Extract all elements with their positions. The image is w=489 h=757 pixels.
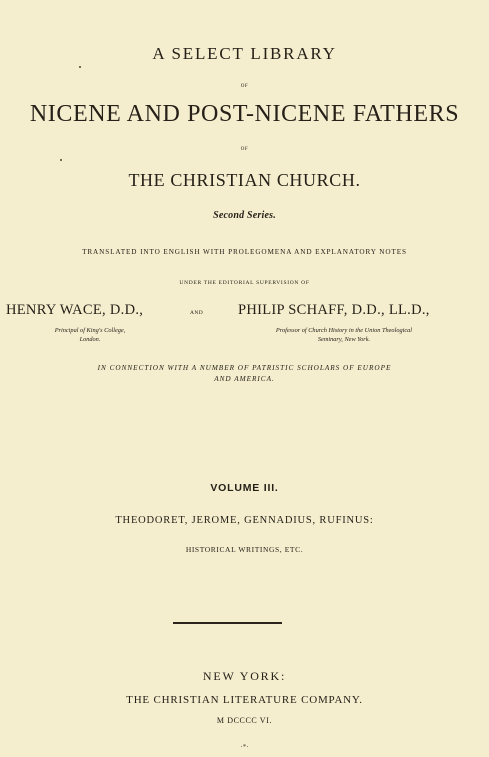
editors-block — [0, 302, 489, 362]
editorial-supervision-note: UNDER THE EDITORIAL SUPERVISION OF — [179, 280, 310, 286]
editor-name: HENRY WACE, D.D., — [6, 302, 144, 318]
publication-date: M DCCCC VI. — [216, 716, 273, 725]
connection-line: IN CONNECTION WITH A NUMBER OF PATRISTIC SCHOLARS OF EUROPE — [97, 364, 392, 372]
affiliation-line: Principal of King's College, — [54, 327, 126, 334]
translation-note: TRANSLATED INTO ENGLISH WITH PROLEGOMENA AND EXPLANATORY NOTES — [82, 248, 407, 256]
connection-note — [0, 363, 489, 385]
volume-label: VOLUME III. — [210, 482, 279, 494]
paper-speck — [60, 159, 62, 161]
affiliation-line: Seminary, New York. — [317, 336, 371, 343]
publisher-name: THE CHRISTIAN LITERATURE COMPANY. — [126, 694, 363, 706]
contents-subtitle: HISTORICAL WRITINGS, ETC. — [185, 545, 304, 554]
contents-line: THEODORET, JEROME, GENNADIUS, RUFINUS: — [115, 515, 374, 526]
ornament-mark: ·*· — [240, 743, 249, 751]
paper-speck — [79, 66, 81, 68]
affiliation-line: London. — [79, 336, 101, 343]
affiliation-line: Professor of Church History in the Union Theological — [275, 327, 413, 334]
title-line-2: NICENE AND POST-NICENE FATHERS — [29, 101, 460, 127]
title-line-1: A SELECT LIBRARY — [152, 44, 337, 63]
title-line-3: THE CHRISTIAN CHURCH. — [128, 170, 361, 190]
series-label: Second Series. — [213, 210, 276, 221]
of-connector-2: OF — [240, 147, 249, 152]
of-connector-1: OF — [240, 84, 249, 89]
and-connector: AND — [190, 310, 204, 316]
connection-line: AND AMERICA. — [214, 375, 275, 383]
editor-affiliation — [238, 326, 450, 344]
divider-rule — [173, 622, 282, 624]
publication-place: NEW YORK: — [202, 669, 287, 683]
editor-affiliation — [30, 326, 150, 344]
editor-name: PHILIP SCHAFF, D.D., LL.D., — [238, 302, 430, 318]
